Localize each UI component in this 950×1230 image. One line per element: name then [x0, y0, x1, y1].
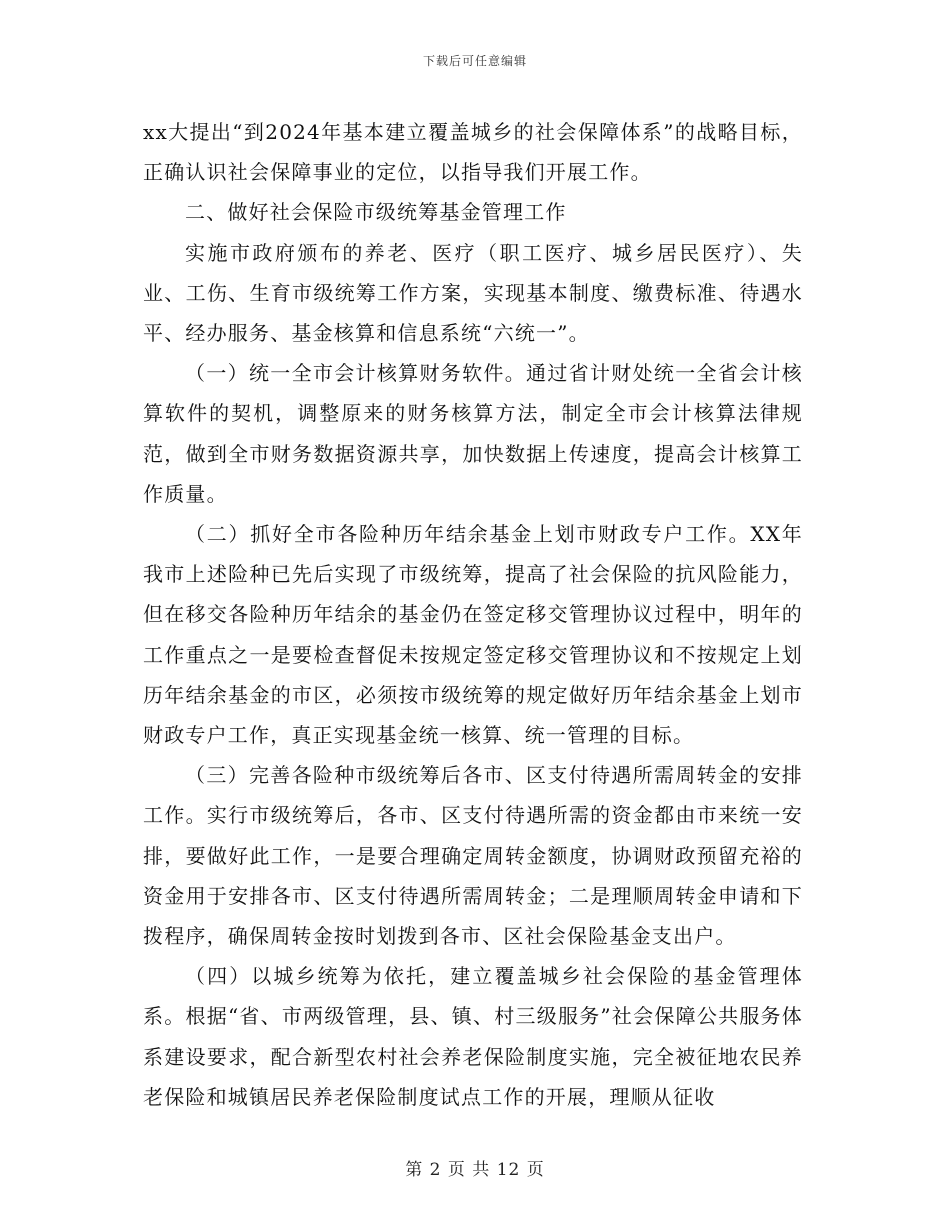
paragraph-overview: 实施市政府颁布的养老、医疗（职工医疗、城乡居民医疗）、失业、工伤、生育市级统筹工作方案，实现基本制度、缴费标准、待遇水平、经办服务、基金核算和信息系统“六统一”。: [143, 240, 803, 346]
section-heading: 二、做好社会保险市级统筹基金管理工作: [185, 200, 567, 225]
paragraph-item-4: （四）以城乡统筹为依托，建立覆盖城乡社会保险的基金管理体系。根据“省、市两级管理，县、镇、村三级服务”社会保障公共服务体系建设要求，配合新型农村社会养老保险制度实施，完全被征地农民养老保险和城镇居民养老保险制度试点工作的开展，理顺从征收: [143, 964, 803, 1109]
document-body: [143, 112, 803, 1117]
paragraph-item-2: （二）抓好全市各险种历年结余基金上划市财政专户工作。XX年我市上述险种已先后实现了市级统筹，提高了社会保险的抗风险能力，但在移交各险种历年结余的基金仍在签定移交管理协议过程中，明年的工作重点之一是要检查督促未按规定签定移交管理协议和不按规定上划历年结余基金的市区，必须按市级统筹的规定做好历年结余基金上划市财政专户工作，真正实现基金统一核算、统一管理的目标。: [143, 522, 803, 748]
paragraph-item-1: （一）统一全市会计核算财务软件。通过省计财处统一全省会计核算软件的契机，调整原来的财务核算方法，制定全市会计核算法律规范，做到全市财务数据资源共享，加快数据上传速度，提高会计核算工作质量。: [143, 361, 803, 506]
header-note: 下载后可任意编辑: [422, 54, 527, 68]
page-number: 第 2 页 共 12 页: [405, 1160, 545, 1180]
paragraph-intro: xx大提出“到2024年基本建立覆盖城乡的社会保障体系”的战略目标，正确认识社会保障事业的定位，以指导我们开展工作。: [143, 120, 803, 185]
paragraph-item-3: （三）完善各险种市级统筹后各市、区支付待遇所需周转金的安排工作。实行市级统筹后，各市、区支付待遇所需的资金都由市来统一安排，要做好此工作，一是要合理确定周转金额度，协调财政预留充裕的资金用于安排各市、区支付待遇所需周转金；二是理顺周转金申请和下拨程序，确保周转金按时划拨到各市、区社会保险基金支出户。: [143, 763, 803, 949]
